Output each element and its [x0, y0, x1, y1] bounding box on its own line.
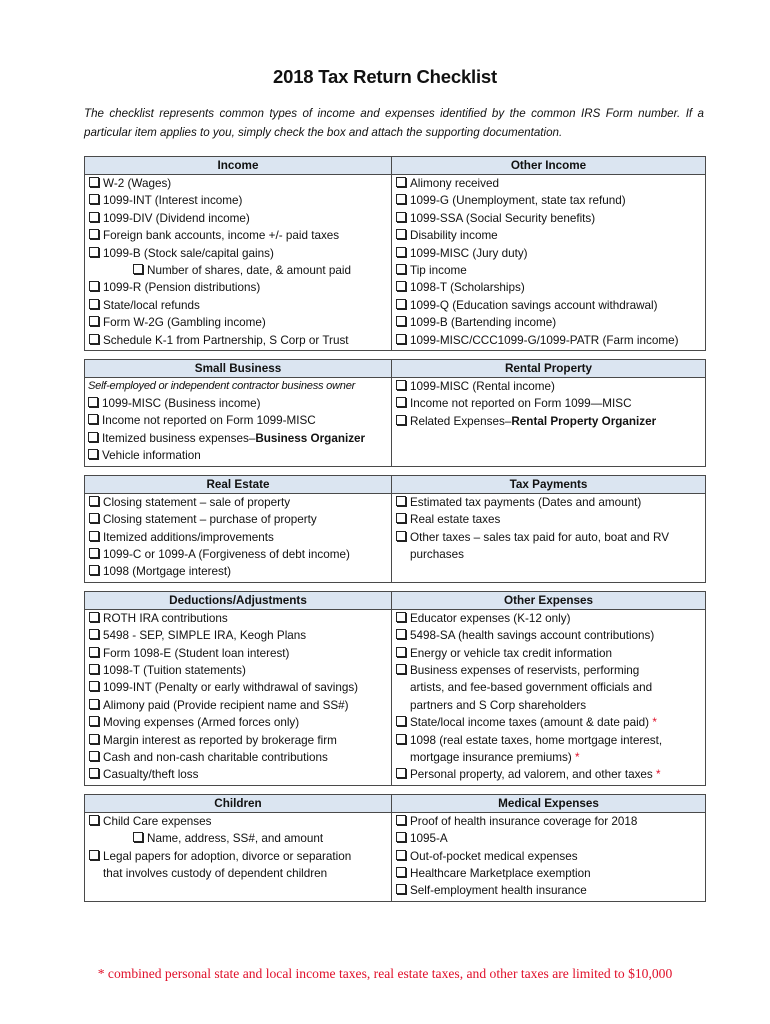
checkbox-icon[interactable] — [88, 397, 98, 407]
checklist-item[interactable]: Margin interest as reported by brokerage firm — [89, 732, 387, 749]
checkbox-icon[interactable] — [396, 334, 406, 344]
checkbox-icon[interactable] — [396, 229, 406, 239]
checkbox-icon[interactable] — [396, 884, 406, 894]
checklist-item[interactable]: 1099-MISC (Jury duty) — [396, 245, 701, 262]
intro-text: The checklist represents common types of income and expenses identified by the common IRS Form number. If a particular item applies to you, simply check the box and attach the supporting documentation. — [84, 107, 704, 139]
checklist-item[interactable]: 1098-T (Tuition statements) — [89, 662, 387, 679]
checklist-table — [84, 156, 706, 902]
checklist-item[interactable]: 1099-INT (Interest income) — [89, 192, 387, 209]
checklist-item[interactable]: Moving expenses (Armed forces only) — [89, 714, 387, 731]
checklist-item-continued: purchases — [410, 547, 464, 561]
checklist-item[interactable]: Healthcare Marketplace exemption — [396, 865, 701, 882]
checkbox-icon[interactable] — [88, 414, 98, 424]
asterisk-marker: * — [652, 716, 657, 730]
checklist-item-continued: that involves custody of dependent children — [103, 867, 328, 880]
checklist-item[interactable]: State/local income taxes (amount & date paid) * — [396, 714, 701, 731]
checklist-item[interactable]: Casualty/theft loss — [89, 766, 387, 783]
tax-payments-heading: Tax Payments — [392, 475, 706, 493]
checklist-item[interactable]: 1099-G (Unemployment, state tax refund) — [396, 192, 701, 209]
children-heading: Children — [85, 794, 392, 812]
checkbox-icon[interactable] — [89, 334, 99, 344]
checklist-item[interactable]: Tip income — [396, 262, 701, 279]
checklist-item[interactable]: 1098 (real estate taxes, home mortgage interest, — [396, 732, 701, 749]
checkbox-icon[interactable] — [89, 751, 99, 761]
checkbox-icon[interactable] — [396, 867, 406, 877]
checkbox-icon[interactable] — [89, 299, 99, 309]
checklist-item[interactable]: Child Care expenses — [89, 813, 387, 830]
checkbox-icon[interactable] — [89, 716, 99, 726]
checklist-item[interactable]: Educator expenses (K-12 only) — [396, 610, 701, 627]
checklist-item[interactable]: 1098-T (Scholarships) — [396, 279, 701, 296]
children-list — [85, 812, 392, 901]
tax-payments-list — [392, 493, 706, 582]
checkbox-icon[interactable] — [396, 664, 406, 674]
medical-heading: Medical Expenses — [392, 794, 706, 812]
checklist-item[interactable]: 1099-INT (Penalty or early withdrawal of savings) — [89, 679, 387, 696]
checklist-item[interactable]: Itemized additions/improvements — [89, 529, 387, 546]
checkbox-icon[interactable] — [396, 281, 406, 291]
checkbox-icon[interactable] — [89, 177, 99, 187]
checklist-item[interactable]: Legal papers for adoption, divorce or separation — [89, 848, 387, 865]
other-income-list — [392, 175, 706, 351]
other-expenses-list — [392, 609, 706, 785]
checkbox-icon[interactable] — [89, 212, 99, 222]
rental-property-list — [392, 378, 706, 467]
checkbox-icon[interactable] — [89, 647, 99, 657]
checklist-item[interactable]: 1098 (Mortgage interest) — [89, 563, 387, 580]
checkbox-icon[interactable] — [89, 194, 99, 204]
income-list — [85, 175, 392, 351]
checklist-item[interactable]: Alimony paid (Provide recipient name and SS#) — [89, 697, 387, 714]
real-estate-list — [85, 493, 392, 582]
checkbox-icon[interactable] — [396, 247, 406, 257]
small-business-list — [85, 378, 392, 467]
checklist-item[interactable]: Closing statement – purchase of property — [89, 511, 387, 528]
checkbox-icon[interactable] — [396, 212, 406, 222]
checkbox-icon[interactable] — [396, 177, 406, 187]
checkbox-icon[interactable] — [396, 612, 406, 622]
checkbox-icon[interactable] — [396, 850, 406, 860]
deductions-heading: Deductions/Adjustments — [85, 591, 392, 609]
checklist-item[interactable]: 1099-SSA (Social Security benefits) — [396, 210, 701, 227]
other-income-heading: Other Income — [392, 157, 706, 175]
checklist-item[interactable]: Proof of health insurance coverage for 2018 — [396, 813, 701, 830]
checkbox-icon[interactable] — [396, 647, 406, 657]
checklist-item[interactable]: Disability income — [396, 227, 701, 244]
checkbox-icon[interactable] — [396, 734, 406, 744]
checkbox-icon[interactable] — [89, 281, 99, 291]
checkbox-icon[interactable] — [89, 629, 99, 639]
checkbox-icon[interactable] — [88, 449, 98, 459]
medical-list — [392, 812, 706, 901]
checkbox-icon[interactable] — [89, 229, 99, 239]
checkbox-icon[interactable] — [396, 513, 406, 523]
checklist-item[interactable]: Estimated tax payments (Dates and amount) — [396, 494, 701, 511]
checklist-item[interactable]: 1099-MISC/CCC1099-G/1099-PATR (Farm income) — [396, 332, 701, 349]
checklist-item[interactable]: 5498 - SEP, SIMPLE IRA, Keogh Plans — [89, 627, 387, 644]
checklist-item[interactable]: W-2 (Wages) — [89, 175, 387, 192]
income-heading: Income — [85, 157, 392, 175]
checkbox-icon[interactable] — [396, 768, 406, 778]
checklist-item[interactable]: 5498-SA (health savings account contributions) — [396, 627, 701, 644]
checklist-item[interactable]: Real estate taxes — [396, 511, 701, 528]
checklist-item[interactable]: Form W-2G (Gambling income) — [89, 314, 387, 331]
checklist-item[interactable]: 1099-Q (Education savings account withdrawal) — [396, 297, 701, 314]
small-business-subheading: Self-employed or independent contractor business owner — [88, 380, 356, 393]
checkbox-icon[interactable] — [396, 832, 406, 842]
checklist-item[interactable]: 1099-MISC (Business income) — [88, 395, 389, 412]
checklist-item[interactable]: Income not reported on Form 1099—MISC — [396, 395, 701, 412]
checkbox-icon[interactable] — [89, 664, 99, 674]
checklist-item[interactable]: 1099-DIV (Dividend income) — [89, 210, 387, 227]
checkbox-icon[interactable] — [89, 316, 99, 326]
checkbox-icon[interactable] — [89, 496, 99, 506]
checklist-item[interactable]: Form 1098-E (Student loan interest) — [89, 645, 387, 662]
checklist-item[interactable]: 1099-R (Pension distributions) — [89, 279, 387, 296]
checkbox-icon[interactable] — [89, 681, 99, 691]
rental-organizer-label: Rental Property Organizer — [511, 414, 657, 428]
checklist-item[interactable]: 1099-C or 1099-A (Forgiveness of debt income) — [89, 546, 387, 563]
checkbox-icon[interactable] — [89, 531, 99, 541]
checklist-item-continued: artists, and fee-based government officials and — [410, 681, 653, 695]
checkbox-icon[interactable] — [396, 496, 406, 506]
checkbox-icon[interactable] — [396, 299, 406, 309]
checkbox-icon[interactable] — [89, 768, 99, 778]
checkbox-icon[interactable] — [89, 815, 99, 825]
checklist-item[interactable]: Related Expenses–Rental Property Organizer — [396, 413, 701, 430]
checklist-item[interactable]: Schedule K-1 from Partnership, S Corp or Trust — [89, 332, 387, 349]
asterisk-marker: * — [656, 768, 661, 782]
checklist-item[interactable]: State/local refunds — [89, 297, 387, 314]
checkbox-icon[interactable] — [133, 264, 143, 274]
checklist-item[interactable]: Business expenses of reservists, performing — [396, 662, 701, 679]
checklist-item[interactable]: 1099-B (Stock sale/capital gains) — [89, 245, 387, 262]
checklist-item[interactable]: 1095-A — [396, 830, 701, 847]
checklist-item[interactable]: Energy or vehicle tax credit information — [396, 645, 701, 662]
checkbox-icon[interactable] — [396, 531, 406, 541]
business-organizer-label: Business Organizer — [255, 431, 366, 445]
checklist-item[interactable]: Foreign bank accounts, income +/- paid taxes — [89, 227, 387, 244]
checklist-item-continued: mortgage insurance premiums) * — [410, 750, 580, 764]
checkbox-icon[interactable] — [89, 548, 99, 558]
checklist-item[interactable]: Itemized business expenses–Business Organizer — [88, 430, 389, 447]
checklist-item[interactable]: ROTH IRA contributions — [89, 610, 387, 627]
checklist-item[interactable]: Alimony received — [396, 175, 701, 192]
checklist-item[interactable]: Income not reported on Form 1099-MISC — [88, 412, 389, 429]
checklist-item[interactable]: Closing statement – sale of property — [89, 494, 387, 511]
checklist-item[interactable]: Cash and non-cash charitable contributions — [89, 749, 387, 766]
checklist-subitem[interactable]: Name, address, SS#, and amount — [89, 830, 387, 847]
checklist-item-continued: partners and S Corp shareholders — [410, 698, 587, 712]
checkbox-icon[interactable] — [89, 699, 99, 709]
other-expenses-heading: Other Expenses — [392, 591, 706, 609]
checklist-item[interactable]: Other taxes – sales tax paid for auto, boat and RV — [396, 529, 701, 546]
checkbox-icon[interactable] — [396, 415, 406, 425]
rental-property-heading: Rental Property — [392, 360, 706, 378]
checkbox-icon[interactable] — [396, 716, 406, 726]
checklist-item[interactable]: Out-of-pocket medical expenses — [396, 848, 701, 865]
small-business-heading: Small Business — [85, 360, 392, 378]
checkbox-icon[interactable] — [396, 316, 406, 326]
checklist-item[interactable]: 1099-B (Bartending income) — [396, 314, 701, 331]
checkbox-icon[interactable] — [396, 194, 406, 204]
checkbox-icon[interactable] — [89, 513, 99, 523]
checklist-item[interactable]: Self-employment health insurance — [396, 882, 701, 899]
checkbox-icon[interactable] — [133, 832, 143, 842]
footnote: * combined personal state and local income taxes, real estate taxes, and other taxes are limited to $10,000 — [97, 966, 673, 981]
checklist-subitem[interactable]: Number of shares, date, & amount paid — [89, 262, 387, 279]
deductions-list — [85, 609, 392, 785]
real-estate-heading: Real Estate — [85, 475, 392, 493]
checkbox-icon[interactable] — [396, 264, 406, 274]
checklist-item[interactable]: Personal property, ad valorem, and other taxes * — [396, 766, 701, 783]
checkbox-icon[interactable] — [396, 397, 406, 407]
asterisk-marker: * — [575, 750, 580, 764]
checkbox-icon[interactable] — [89, 612, 99, 622]
checkbox-icon[interactable] — [396, 815, 406, 825]
checkbox-icon[interactable] — [89, 247, 99, 257]
checkbox-icon[interactable] — [88, 432, 98, 442]
checkbox-icon[interactable] — [89, 734, 99, 744]
checklist-item[interactable]: 1099-MISC (Rental income) — [396, 378, 701, 395]
checkbox-icon[interactable] — [396, 380, 406, 390]
checkbox-icon[interactable] — [396, 629, 406, 639]
checkbox-icon[interactable] — [89, 565, 99, 575]
checkbox-icon[interactable] — [89, 850, 99, 860]
checklist-item[interactable]: Vehicle information — [88, 447, 389, 464]
page-title: 2018 Tax Return Checklist — [273, 66, 497, 87]
